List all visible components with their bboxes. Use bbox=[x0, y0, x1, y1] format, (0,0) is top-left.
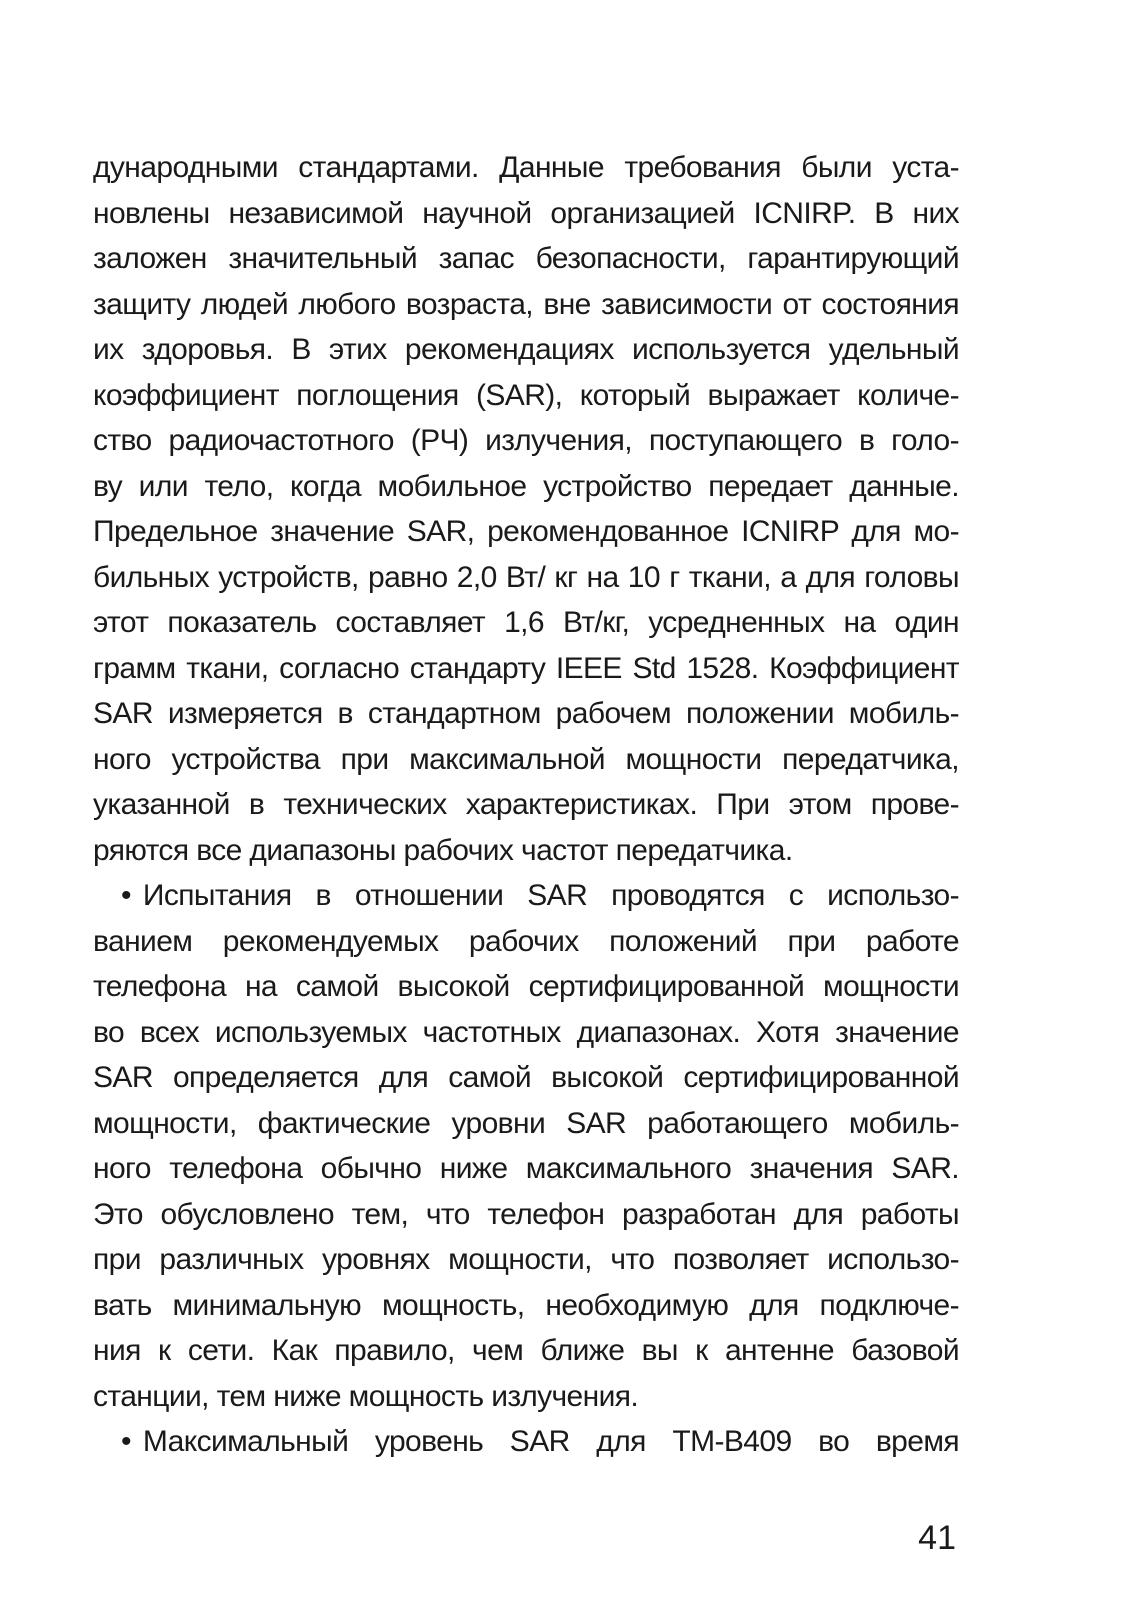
text-line: защиту людей любого возраста, вне зависимости от состояния bbox=[93, 287, 959, 321]
text-line: ного телефона обычно ниже максимального значения SAR. bbox=[93, 1152, 959, 1185]
text-line: ванием рекомендуемых рабочих положений при работе bbox=[93, 924, 959, 958]
page-number: 41 bbox=[918, 1519, 956, 1557]
paragraph-3 bbox=[93, 1419, 959, 1465]
paragraph-2 bbox=[93, 873, 959, 1419]
text-line: мощности, фактические уровни SAR работающего мобиль- bbox=[93, 1106, 959, 1140]
text-line: заложен значительный запас безопасности, гарантирующий bbox=[93, 242, 959, 275]
page-body bbox=[93, 145, 959, 1465]
text-line: при различных уровнях мощности, что позволяет использо- bbox=[93, 1243, 959, 1276]
text-line: ния к сети. Как правило, чем ближе вы к антенне базовой bbox=[93, 1334, 959, 1367]
text-line: грамм ткани, согласно стандарту IEEE Std 1528. Коэффициент bbox=[93, 651, 959, 685]
paragraph-1 bbox=[93, 145, 959, 873]
bullet-icon: • bbox=[121, 1425, 131, 1458]
text-line: ного устройства при максимальной мощности передатчика, bbox=[93, 742, 959, 776]
text-line: коэффициент поглощения (SAR), который выражает количе- bbox=[93, 378, 959, 412]
text-line: ряются все диапазоны рабочих частот передатчика. bbox=[93, 833, 793, 867]
bullet-icon: • bbox=[121, 879, 131, 912]
text-line: телефона на самой высокой сертифицированной мощности bbox=[93, 970, 959, 1003]
text-line: Это обусловлено тем, что телефон разработан для работы bbox=[93, 1197, 959, 1231]
text-line: Максимальный уровень SAR для TM-B409 во время bbox=[142, 1425, 959, 1458]
text-line: указанной в технических характеристиках. При этом прове- bbox=[93, 788, 959, 821]
text-line: их здоровья. В этих рекомендациях используется удельный bbox=[93, 333, 959, 366]
text-line: ву или тело, когда мобильное устройство передает данные. bbox=[93, 469, 959, 503]
text-line: во всех используемых частотных диапазонах. Хотя значение bbox=[93, 1015, 959, 1049]
text-line: Испытания в отношении SAR проводятся с использо- bbox=[142, 879, 959, 912]
text-line: SAR определяется для самой высокой сертифицированной bbox=[93, 1061, 959, 1094]
text-line: станции, тем ниже мощность излучения. bbox=[93, 1379, 639, 1413]
text-line: SAR измеряется в стандартном рабочем положении мобиль- bbox=[93, 697, 959, 730]
text-line: ство радиочастотного (РЧ) излучения, поступающего в голо- bbox=[93, 424, 959, 457]
bullet-line bbox=[93, 1419, 959, 1465]
text-line: вать минимальную мощность, необходимую для подключе- bbox=[93, 1288, 959, 1322]
text-line: новлены независимой научной организацией ICNIRP. В них bbox=[93, 196, 959, 230]
text-line: дународными стандартами. Данные требования были уста- bbox=[93, 151, 959, 184]
text-line: бильных устройств, равно 2,0 Вт/ кг на 10 г ткани, а для головы bbox=[93, 560, 959, 594]
text-line: Предельное значение SAR, рекомендованное ICNIRP для мо- bbox=[93, 515, 959, 548]
bullet-line bbox=[93, 873, 959, 919]
text-line: этот показатель составляет 1,6 Вт/кг, усредненных на один bbox=[93, 606, 959, 639]
